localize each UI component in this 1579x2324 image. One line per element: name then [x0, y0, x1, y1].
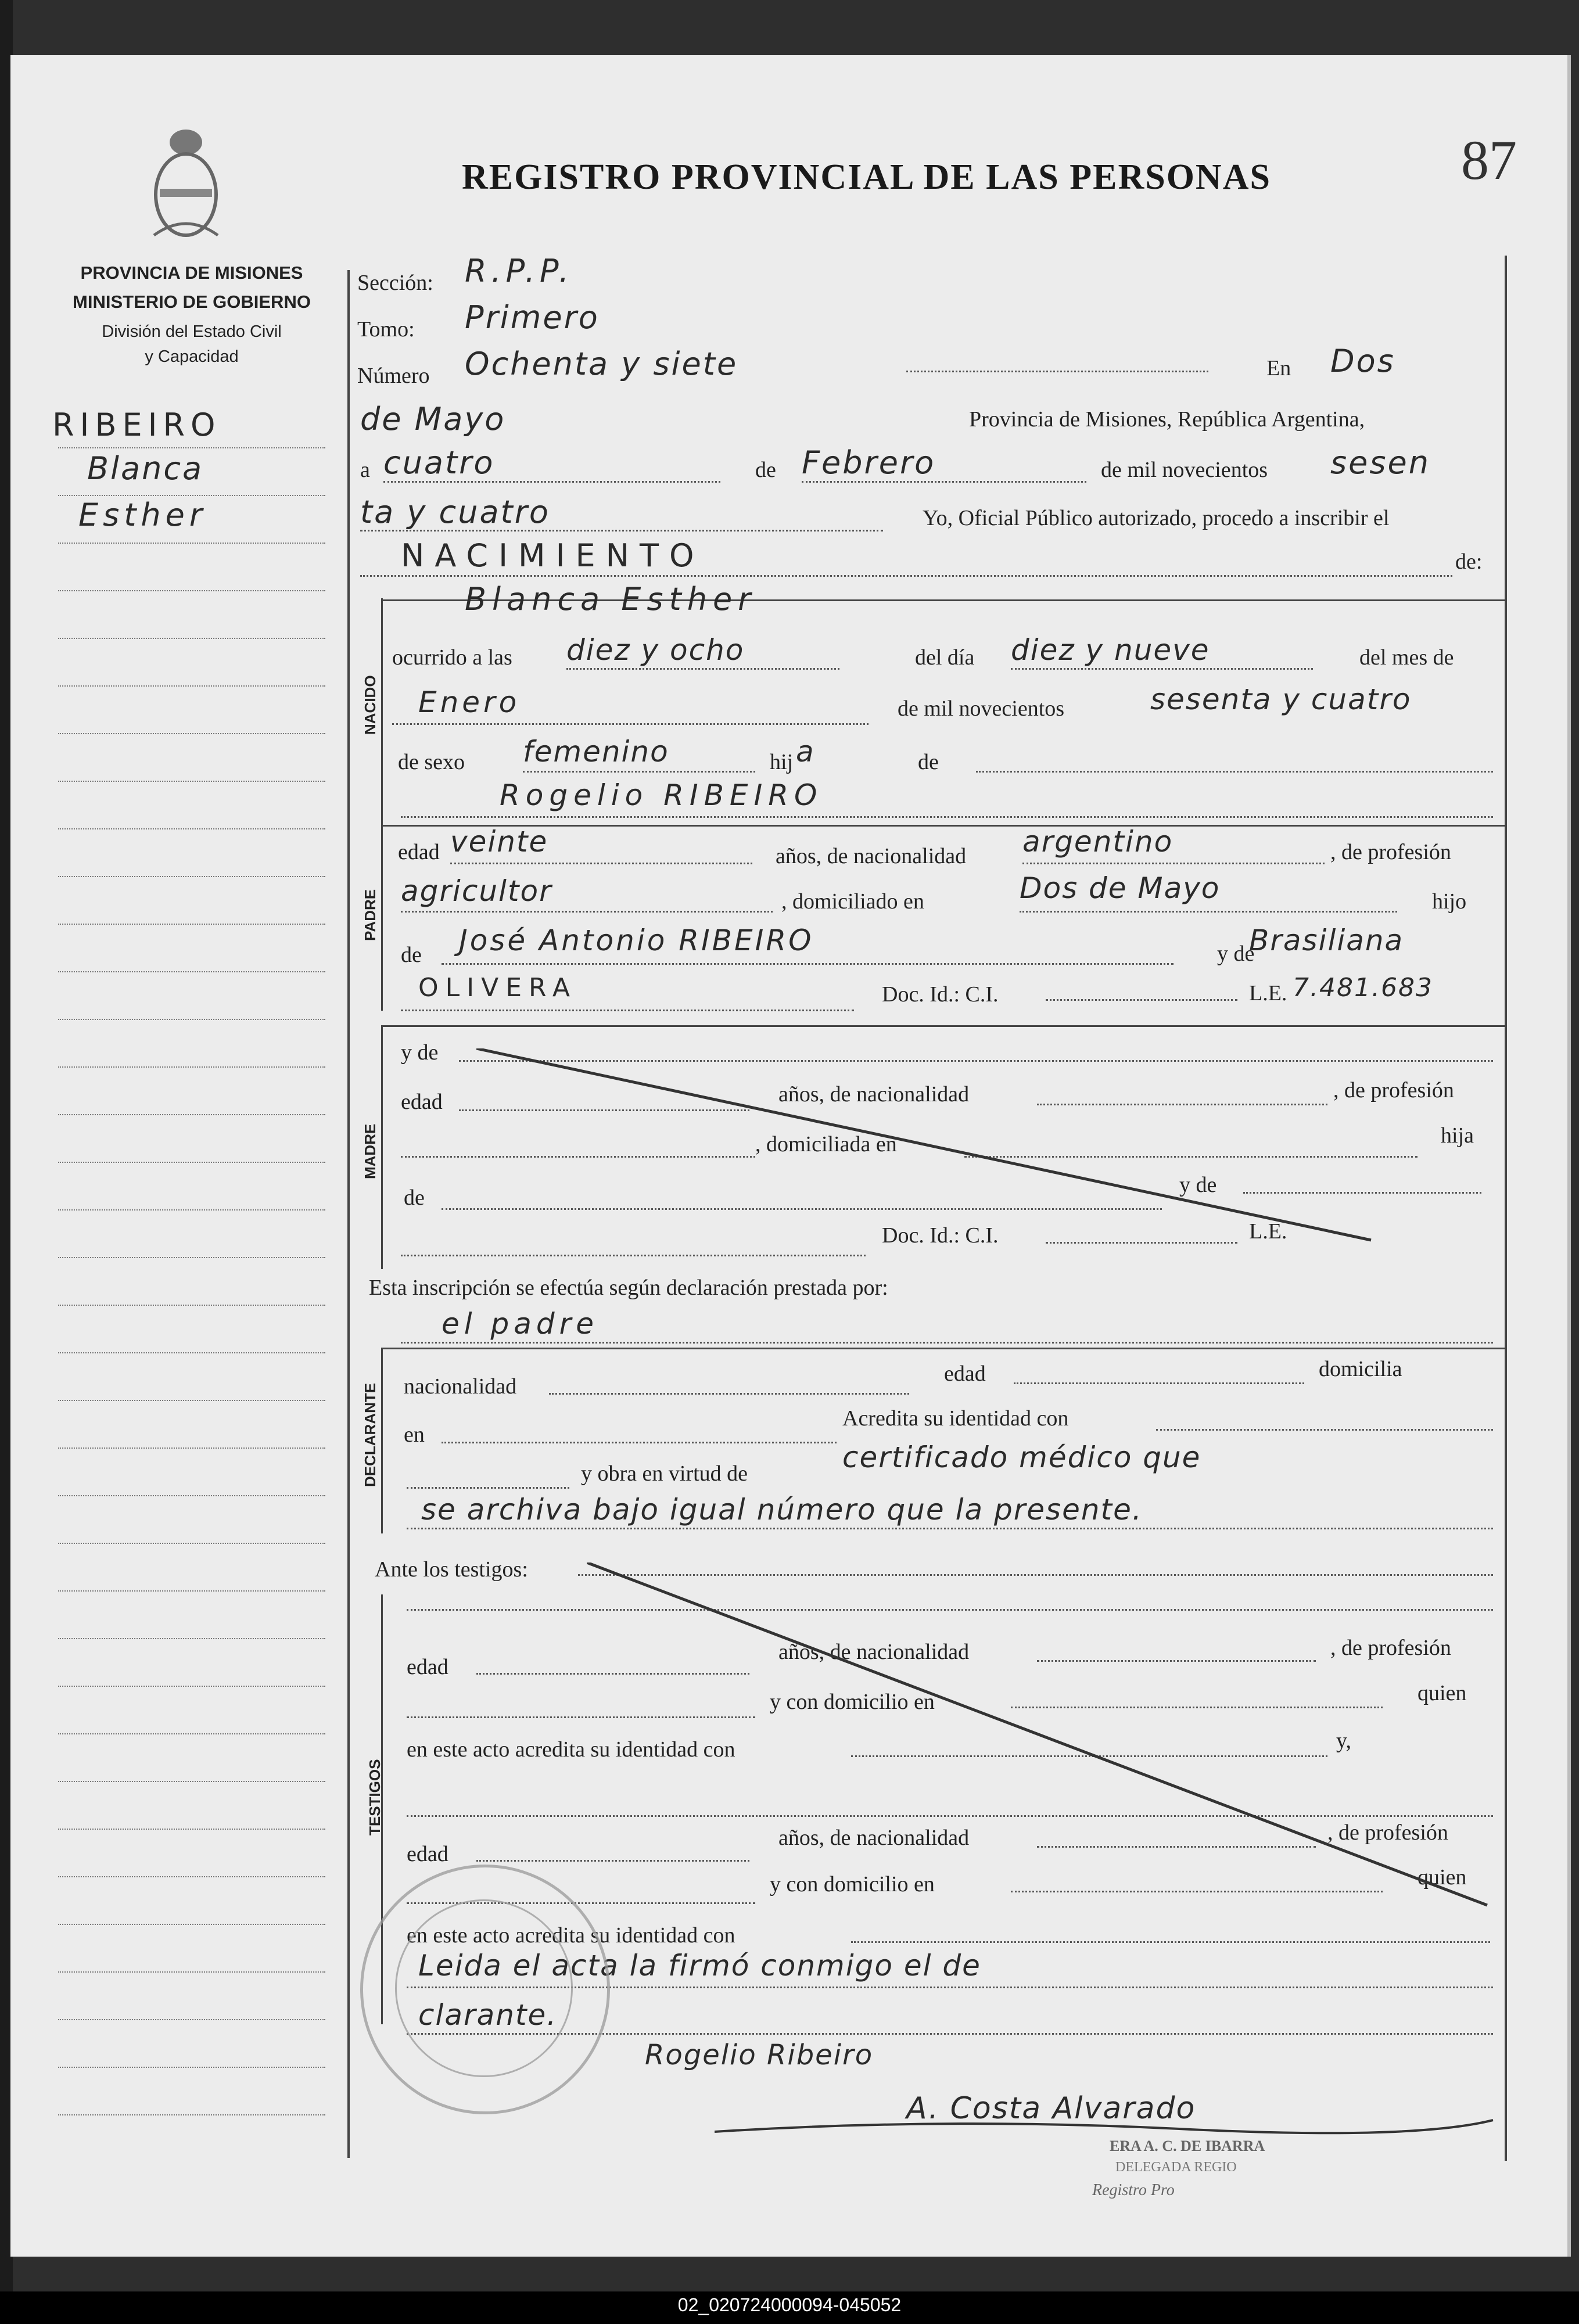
official-stamp-line1: ERA A. C. DE IBARRA: [1110, 2138, 1265, 2154]
doc-padre-label: Doc. Id.: C.I.: [882, 982, 999, 1007]
obra-label: y obra en virtud de: [581, 1461, 748, 1486]
y-de-madre-label: y de: [401, 1040, 439, 1065]
declarante-intro: Esta inscripción se efectúa según declaración prestada por:: [369, 1276, 888, 1300]
margin-ruled-line: [58, 2019, 325, 2020]
margin-ruled-line: [58, 447, 325, 448]
anios-padre-label: años, de nacionalidad: [776, 844, 967, 868]
margin-ruled-line: [58, 1924, 325, 1925]
profesion-padre-label: , de profesión: [1330, 840, 1451, 864]
margin-ruled-line: [58, 1019, 325, 1020]
margin-ruled-line: [58, 1686, 325, 1687]
edad-testigo1-label: edad: [407, 1655, 448, 1679]
inscribir-label: Yo, Oficial Público autorizado, procedo a inscribir el: [923, 506, 1390, 530]
abuela-value: Brasiliana: [1249, 924, 1404, 957]
testigos-intro: Ante los testigos:: [375, 1557, 528, 1582]
margin-ruled-line: [58, 924, 325, 925]
margin-ruled-line: [58, 2067, 325, 2068]
margin-ruled-line: [58, 1971, 325, 1973]
section-padre: PADRE: [361, 889, 379, 941]
margin-ruled-line: [58, 1352, 325, 1353]
edad-madre-label: edad: [401, 1090, 443, 1114]
margin-ruled-line: [58, 1590, 325, 1592]
margin-ruled-line: [58, 1257, 325, 1258]
profesion-padre-value: agricultor: [401, 874, 552, 908]
nacionalidad-padre-value: argentino: [1022, 825, 1174, 859]
hij-label: hij: [770, 750, 794, 774]
margin-ruled-line: [58, 543, 325, 544]
domicilia-label: domicilia: [1319, 1357, 1402, 1381]
testigos-strike-line: [587, 1562, 1493, 1911]
header-ministry: MINISTERIO DE GOBIERNO: [73, 292, 311, 312]
header-division: División del Estado Civil: [102, 322, 282, 341]
padre-name-value: Rogelio RIBEIRO: [500, 778, 823, 812]
margin-ruled-line: [58, 733, 325, 734]
section-testigos: TESTIGOS: [366, 1759, 383, 1836]
mil-label: de mil novecientos: [1101, 458, 1268, 482]
anios-testigo1-label: años, de nacionalidad: [778, 1640, 970, 1664]
margin-ruled-line: [58, 1781, 325, 1782]
nombre-value: Blanca Esther: [465, 581, 757, 617]
signature-underline: [715, 2114, 1499, 2143]
anio-value: sesenta y cuatro: [1150, 683, 1412, 716]
y-de2-madre-label: y de: [1179, 1173, 1217, 1197]
provincia-label: Provincia de Misiones, República Argentina,: [969, 407, 1365, 432]
page-title: REGISTRO PROVINCIAL DE LAS PERSONAS: [462, 157, 1271, 197]
obra-value: certificado médico que: [842, 1441, 1201, 1474]
margin-ruled-line: [58, 1066, 325, 1068]
margin-surname: RIBEIRO: [52, 407, 221, 443]
hijo-label: hijo: [1432, 889, 1467, 914]
margin-ruled-line: [58, 828, 325, 829]
signature-oficial: A. Costa Alvarado: [906, 2091, 1196, 2126]
quien-testigo1-label: quien: [1417, 1681, 1467, 1705]
section-declarante: DECLARANTE: [361, 1382, 379, 1487]
le-padre-label: L.E.: [1249, 981, 1287, 1005]
del-dia-label: del día: [915, 645, 975, 670]
a-label: a: [360, 458, 370, 482]
official-stamp-line3: Registro Pro: [1092, 2181, 1175, 2199]
domicilio-padre-value: Dos de Mayo: [1020, 871, 1221, 905]
margin-ruled-line: [58, 1495, 325, 1496]
margin-ruled-line: [58, 1114, 325, 1115]
acto-value: NACIMIENTO: [401, 537, 705, 574]
margin-ruled-line: [58, 876, 325, 877]
nacionalidad-declarante-label: nacionalidad: [404, 1374, 517, 1399]
margin-ruled-line: [58, 1162, 325, 1163]
signature-declarante: Rogelio Ribeiro: [645, 2039, 874, 2071]
del-mes-label: del mes de: [1359, 645, 1454, 670]
margin-ruled-line: [58, 1876, 325, 1877]
acredita-declarante-label: Acredita su identidad con: [842, 1406, 1069, 1431]
form-left-border: [347, 270, 350, 2158]
acredita-testigo1-label: en este acto acredita su identidad con: [407, 1737, 735, 1762]
en-declarante-label: en: [404, 1423, 425, 1447]
domicilio-padre-label: , domiciliado en: [781, 889, 924, 914]
de-nac-label: de: [918, 750, 939, 774]
margin-ruled-line: [58, 638, 325, 639]
tomo-value: Primero: [465, 299, 600, 336]
le-madre-label: L.E.: [1249, 1219, 1287, 1244]
margin-given-name-2: Esther: [78, 497, 207, 533]
abuelo-value: José Antonio RIBEIRO: [459, 924, 814, 957]
sexo-value: femenino: [523, 735, 669, 768]
form-right-border: [1505, 256, 1507, 2161]
domicilio-testigo2-label: y con domicilio en: [770, 1872, 935, 1896]
margin-ruled-line: [58, 781, 325, 782]
profesion-testigo2-label: , de profesión: [1327, 1820, 1448, 1845]
doc-madre-label: Doc. Id.: C.I.: [882, 1223, 999, 1248]
anios-madre-label: años, de nacionalidad: [778, 1082, 970, 1107]
en-label: En: [1266, 356, 1291, 380]
domicilio-testigo1-label: y con domicilio en: [770, 1690, 935, 1714]
madre-strike-line: [476, 1048, 1383, 1246]
le-padre-value: 7.481.683: [1293, 973, 1433, 1003]
margin-given-name-1: Blanca: [87, 450, 204, 487]
a-value: cuatro: [383, 444, 495, 481]
hija-label: hija: [1441, 1123, 1474, 1148]
margin-ruled-line: [58, 2114, 325, 2115]
seccion-label: Sección:: [357, 271, 433, 295]
coat-of-arms-icon: [142, 125, 229, 247]
year-value-1: sesen: [1330, 444, 1430, 481]
sexo-label: de sexo: [398, 750, 465, 774]
section-madre: MADRE: [361, 1123, 379, 1179]
hij-value: a: [796, 735, 815, 768]
edad-padre-label: edad: [398, 840, 440, 864]
mes-value: Febrero: [802, 444, 936, 481]
profesion-madre-label: , de profesión: [1333, 1078, 1454, 1102]
numero-value: Ochenta y siete: [465, 346, 738, 382]
en-value: Dos: [1330, 343, 1395, 379]
closing-line-1: Leida el acta la firmó conmigo el de: [418, 1949, 981, 1982]
declarante-value: el padre: [442, 1307, 598, 1341]
dia-value: diez y nueve: [1011, 633, 1210, 667]
obra-value-2: se archiva bajo igual número que la presente.: [421, 1493, 1143, 1526]
mes-nac-value: Enero: [418, 685, 521, 719]
domicilio-madre-label: , domiciliada en: [755, 1132, 897, 1156]
numero-label: Número: [357, 364, 430, 388]
anios-testigo2-label: años, de nacionalidad: [778, 1826, 970, 1850]
en-value-line2: de Mayo: [360, 401, 506, 437]
edad-declarante-label: edad: [944, 1362, 986, 1386]
de-madre-label: de: [404, 1186, 425, 1210]
mil-nac-label: de mil novecientos: [898, 696, 1065, 721]
ocurrido-label: ocurrido a las: [392, 645, 512, 670]
closing-line-2: clarante.: [418, 1998, 558, 2032]
edad-padre-value: veinte: [450, 825, 548, 859]
de-padre-label: de: [401, 943, 422, 967]
margin-ruled-line: [58, 1209, 325, 1211]
official-stamp-line2: DELEGADA REGIO: [1115, 2160, 1237, 2175]
abuela-value-2: OLIVERA: [418, 973, 577, 1003]
header-capacity: y Capacidad: [145, 347, 239, 366]
margin-ruled-line: [58, 1543, 325, 1544]
profesion-testigo1-label: , de profesión: [1330, 1636, 1451, 1660]
seccion-value: R.P.P.: [465, 253, 574, 289]
folio-number: 87: [1461, 129, 1517, 191]
margin-ruled-line: [58, 971, 325, 972]
hora-value: diez y ocho: [566, 633, 745, 667]
margin-ruled-line: [58, 1305, 325, 1306]
quien-testigo2-label: quien: [1417, 1865, 1467, 1890]
y-de-padre-label: y de: [1217, 942, 1255, 966]
margin-ruled-line: [58, 1447, 325, 1449]
header-province: PROVINCIA DE MISIONES: [80, 263, 303, 283]
margin-ruled-line: [58, 1400, 325, 1401]
margin-ruled-line: [58, 1638, 325, 1639]
de-colon-label: de:: [1455, 549, 1483, 574]
tomo-label: Tomo:: [357, 317, 415, 342]
edad-testigo2-label: edad: [407, 1842, 448, 1866]
margin-ruled-line: [58, 495, 325, 496]
margin-ruled-line: [58, 1829, 325, 1830]
margin-ruled-line: [58, 685, 325, 687]
acredita-testigo2-label: en este acto acredita su identidad con: [407, 1923, 735, 1948]
margin-ruled-line: [58, 1733, 325, 1734]
de-label: de: [755, 458, 776, 482]
margin-ruled-line: [58, 590, 325, 591]
year-value-2: ta y cuatro: [360, 494, 550, 530]
y-label: y,: [1336, 1729, 1352, 1753]
section-nacido: NACIDO: [361, 675, 379, 735]
footer-id: 02_020724000094-045052: [677, 2294, 902, 2315]
